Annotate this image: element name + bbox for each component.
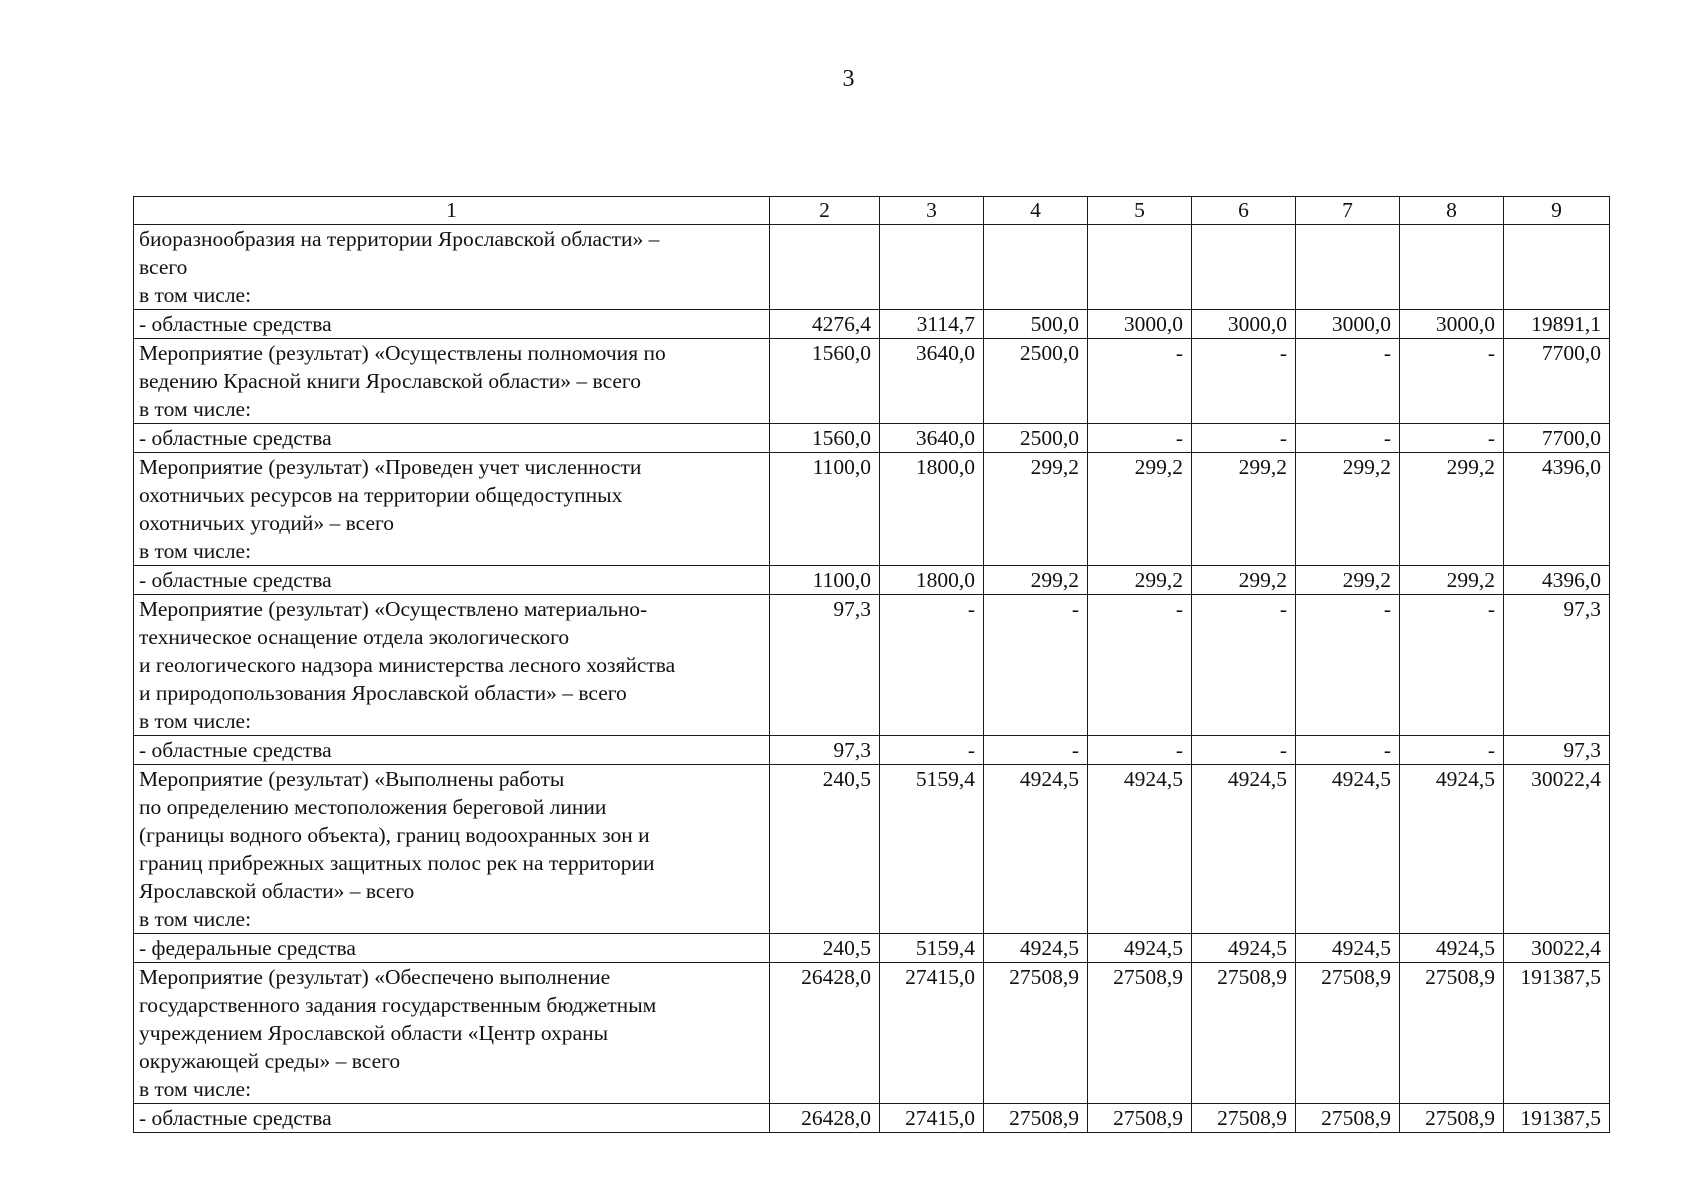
- value-cell-col-8: 299,2: [1400, 453, 1504, 566]
- column-header-2: 2: [770, 197, 880, 225]
- table-row-activity: [134, 765, 1610, 934]
- value-cell-col-3: 5159,4: [880, 934, 984, 963]
- table-row-activity: [134, 225, 1610, 310]
- value-cell-col-7: -: [1296, 339, 1400, 424]
- value-cell-col-4: 299,2: [984, 566, 1088, 595]
- activity-description: [134, 595, 770, 736]
- value-cell-col-6: -: [1192, 595, 1296, 736]
- value-cell-col-4: 2500,0: [984, 339, 1088, 424]
- value-cell-col-9: 30022,4: [1504, 934, 1610, 963]
- activity-description: [134, 339, 770, 424]
- value-cell-col-2: 1100,0: [770, 453, 880, 566]
- table-row-funding-source: [134, 424, 1610, 453]
- description-line: - федеральные средства: [139, 936, 356, 960]
- description-line: в том числе:: [139, 907, 252, 931]
- value-cell-col-8: 27508,9: [1400, 1104, 1504, 1133]
- value-cell-col-4: -: [984, 736, 1088, 765]
- value-cell-col-5: 3000,0: [1088, 310, 1192, 339]
- value-cell-col-5: 27508,9: [1088, 1104, 1192, 1133]
- value-cell-col-8: 4924,5: [1400, 934, 1504, 963]
- description-line: учреждением Ярославской области «Центр охраны: [139, 1021, 609, 1045]
- column-header-7: 7: [1296, 197, 1400, 225]
- value-cell-col-2: [770, 225, 880, 310]
- value-cell-col-3: 3114,7: [880, 310, 984, 339]
- column-header-3: 3: [880, 197, 984, 225]
- description-line: охотничьих ресурсов на территории общедоступных: [139, 483, 623, 507]
- value-cell-col-5: -: [1088, 736, 1192, 765]
- description-line: Мероприятие (результат) «Выполнены работы: [139, 767, 565, 791]
- value-cell-col-2: 1100,0: [770, 566, 880, 595]
- value-cell-col-8: -: [1400, 424, 1504, 453]
- funding-source-label: [134, 934, 770, 963]
- description-line: Ярославской области» – всего: [139, 879, 415, 903]
- value-cell-col-6: 299,2: [1192, 566, 1296, 595]
- value-cell-col-5: -: [1088, 595, 1192, 736]
- value-cell-col-2: 26428,0: [770, 1104, 880, 1133]
- value-cell-col-7: 27508,9: [1296, 1104, 1400, 1133]
- value-cell-col-7: 299,2: [1296, 566, 1400, 595]
- value-cell-col-2: 97,3: [770, 736, 880, 765]
- value-cell-col-8: -: [1400, 595, 1504, 736]
- table-row-funding-source: [134, 736, 1610, 765]
- value-cell-col-2: 97,3: [770, 595, 880, 736]
- value-cell-col-4: 299,2: [984, 453, 1088, 566]
- value-cell-col-8: -: [1400, 736, 1504, 765]
- funding-source-label: [134, 424, 770, 453]
- value-cell-col-2: 240,5: [770, 765, 880, 934]
- column-header-9: 9: [1504, 197, 1610, 225]
- activity-description: [134, 225, 770, 310]
- description-line: Мероприятие (результат) «Осуществлено материально-: [139, 597, 648, 621]
- value-cell-col-9: 4396,0: [1504, 566, 1610, 595]
- value-cell-col-8: 299,2: [1400, 566, 1504, 595]
- description-line: - областные средства: [139, 312, 332, 336]
- value-cell-col-9: 191387,5: [1504, 963, 1610, 1104]
- value-cell-col-6: -: [1192, 736, 1296, 765]
- table-row-activity: [134, 339, 1610, 424]
- value-cell-col-7: 4924,5: [1296, 934, 1400, 963]
- value-cell-col-8: 3000,0: [1400, 310, 1504, 339]
- value-cell-col-4: 500,0: [984, 310, 1088, 339]
- page-number: 3: [842, 66, 855, 92]
- value-cell-col-4: [984, 225, 1088, 310]
- description-line: границ прибрежных защитных полос рек на территории: [139, 851, 655, 875]
- value-cell-col-2: 26428,0: [770, 963, 880, 1104]
- value-cell-col-2: 4276,4: [770, 310, 880, 339]
- value-cell-col-4: 27508,9: [984, 963, 1088, 1104]
- value-cell-col-9: 191387,5: [1504, 1104, 1610, 1133]
- description-line: - областные средства: [139, 1106, 332, 1130]
- value-cell-col-9: 19891,1: [1504, 310, 1610, 339]
- value-cell-col-3: 27415,0: [880, 963, 984, 1104]
- value-cell-col-6: 3000,0: [1192, 310, 1296, 339]
- description-line: государственного задания государственным бюджетным: [139, 993, 657, 1017]
- column-header-4: 4: [984, 197, 1088, 225]
- value-cell-col-8: -: [1400, 339, 1504, 424]
- value-cell-col-2: 1560,0: [770, 424, 880, 453]
- value-cell-col-3: -: [880, 736, 984, 765]
- value-cell-col-3: 1800,0: [880, 453, 984, 566]
- value-cell-col-5: 4924,5: [1088, 934, 1192, 963]
- table-row-funding-source: [134, 310, 1610, 339]
- value-cell-col-9: 7700,0: [1504, 339, 1610, 424]
- value-cell-col-9: [1504, 225, 1610, 310]
- table-header-row: [134, 197, 1610, 225]
- value-cell-col-3: 3640,0: [880, 424, 984, 453]
- description-line: и геологического надзора министерства лесного хозяйства: [139, 653, 676, 677]
- funding-source-label: [134, 736, 770, 765]
- value-cell-col-7: -: [1296, 424, 1400, 453]
- value-cell-col-7: -: [1296, 736, 1400, 765]
- description-line: биоразнообразия на территории Ярославской области» –: [139, 227, 660, 251]
- description-line: окружающей среды» – всего: [139, 1049, 401, 1073]
- column-header-8: 8: [1400, 197, 1504, 225]
- value-cell-col-5: -: [1088, 339, 1192, 424]
- value-cell-col-9: 7700,0: [1504, 424, 1610, 453]
- description-line: в том числе:: [139, 709, 252, 733]
- table-row-funding-source: [134, 1104, 1610, 1133]
- description-line: (границы водного объекта), границ водоохранных зон и: [139, 823, 650, 847]
- value-cell-col-7: [1296, 225, 1400, 310]
- value-cell-col-3: 5159,4: [880, 765, 984, 934]
- value-cell-col-8: 27508,9: [1400, 963, 1504, 1104]
- description-line: в том числе:: [139, 397, 252, 421]
- value-cell-col-4: 4924,5: [984, 765, 1088, 934]
- value-cell-col-6: 4924,5: [1192, 934, 1296, 963]
- value-cell-col-8: [1400, 225, 1504, 310]
- column-header-1: 1: [134, 197, 770, 225]
- description-line: - областные средства: [139, 426, 332, 450]
- value-cell-col-5: [1088, 225, 1192, 310]
- value-cell-col-2: 240,5: [770, 934, 880, 963]
- value-cell-col-7: 27508,9: [1296, 963, 1400, 1104]
- value-cell-col-9: 4396,0: [1504, 453, 1610, 566]
- activity-description: [134, 963, 770, 1104]
- value-cell-col-6: 27508,9: [1192, 963, 1296, 1104]
- table-row-activity: [134, 963, 1610, 1104]
- description-line: и природопользования Ярославской области» – всего: [139, 681, 627, 705]
- description-line: Мероприятие (результат) «Обеспечено выполнение: [139, 965, 611, 989]
- column-header-6: 6: [1192, 197, 1296, 225]
- description-line: техническое оснащение отдела экологического: [139, 625, 570, 649]
- table-row-activity: [134, 453, 1610, 566]
- funding-source-label: [134, 1104, 770, 1133]
- value-cell-col-7: 4924,5: [1296, 765, 1400, 934]
- value-cell-col-9: 97,3: [1504, 595, 1610, 736]
- value-cell-col-5: -: [1088, 424, 1192, 453]
- value-cell-col-6: [1192, 225, 1296, 310]
- value-cell-col-9: 97,3: [1504, 736, 1610, 765]
- description-line: Мероприятие (результат) «Проведен учет численности: [139, 455, 642, 479]
- value-cell-col-8: 4924,5: [1400, 765, 1504, 934]
- funding-source-label: [134, 310, 770, 339]
- value-cell-col-6: -: [1192, 339, 1296, 424]
- value-cell-col-2: 1560,0: [770, 339, 880, 424]
- table-row-activity: [134, 595, 1610, 736]
- value-cell-col-5: 4924,5: [1088, 765, 1192, 934]
- description-line: в том числе:: [139, 1077, 252, 1101]
- description-line: по определению местоположения береговой линии: [139, 795, 607, 819]
- value-cell-col-7: 3000,0: [1296, 310, 1400, 339]
- value-cell-col-5: 299,2: [1088, 453, 1192, 566]
- description-line: охотничьих угодий» – всего: [139, 511, 395, 535]
- value-cell-col-4: 2500,0: [984, 424, 1088, 453]
- description-line: в том числе:: [139, 283, 252, 307]
- description-line: ведению Красной книги Ярославской области» – всего: [139, 369, 641, 393]
- value-cell-col-3: [880, 225, 984, 310]
- value-cell-col-9: 30022,4: [1504, 765, 1610, 934]
- value-cell-col-4: 27508,9: [984, 1104, 1088, 1133]
- activity-description: [134, 453, 770, 566]
- value-cell-col-3: 1800,0: [880, 566, 984, 595]
- table-row-funding-source: [134, 566, 1610, 595]
- column-header-5: 5: [1088, 197, 1192, 225]
- value-cell-col-4: -: [984, 595, 1088, 736]
- value-cell-col-6: 4924,5: [1192, 765, 1296, 934]
- description-line: в том числе:: [139, 539, 252, 563]
- description-line: - областные средства: [139, 738, 332, 762]
- value-cell-col-6: 27508,9: [1192, 1104, 1296, 1133]
- value-cell-col-5: 27508,9: [1088, 963, 1192, 1104]
- budget-table: [133, 196, 1610, 1133]
- value-cell-col-5: 299,2: [1088, 566, 1192, 595]
- description-line: - областные средства: [139, 568, 332, 592]
- value-cell-col-3: -: [880, 595, 984, 736]
- table-row-funding-source: [134, 934, 1610, 963]
- value-cell-col-3: 27415,0: [880, 1104, 984, 1133]
- description-line: всего: [139, 255, 188, 279]
- value-cell-col-6: 299,2: [1192, 453, 1296, 566]
- description-line: Мероприятие (результат) «Осуществлены полномочия по: [139, 341, 666, 365]
- value-cell-col-6: -: [1192, 424, 1296, 453]
- funding-source-label: [134, 566, 770, 595]
- value-cell-col-4: 4924,5: [984, 934, 1088, 963]
- value-cell-col-7: 299,2: [1296, 453, 1400, 566]
- activity-description: [134, 765, 770, 934]
- value-cell-col-3: 3640,0: [880, 339, 984, 424]
- value-cell-col-7: -: [1296, 595, 1400, 736]
